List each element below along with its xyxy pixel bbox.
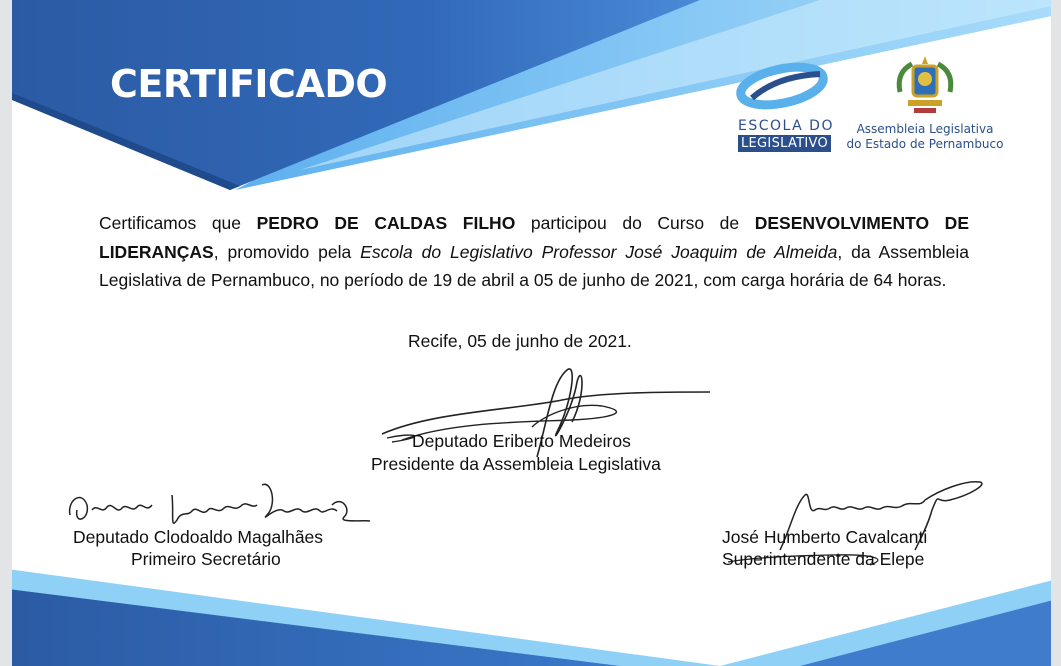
assembleia-logo-line2: do Estado de Pernambuco [846,137,1004,151]
body-text-3: , promovido pela [213,241,361,262]
signatory-2-name: Deputado Clodoaldo Magalhães [73,527,324,547]
school-name: Escola do Legislativo Professor José Joaquim de Almeida [360,241,838,262]
escola-swoosh-icon [732,58,832,118]
body-text-4: , da Assembleia Legislativa de Pernambuco, no período de 19 de abril a 05 de junho de 2021, com carga horária de 64 horas. [99,241,969,290]
signatory-3-name: José Humberto Cavalcanti [722,527,928,547]
coat-of-arms-icon [890,52,960,122]
participant-name: PEDRO DE CALDAS FILHO [256,213,516,233]
signatory-1-role: Presidente da Assembleia Legislativa [371,454,661,474]
page-edge-left [0,0,12,666]
legislativo-logo-text: LEGISLATIVO [738,135,831,152]
signatory-3-role: Superintendente da Elepe [722,549,925,569]
place-and-date: Recife, 05 de junho de 2021. [408,331,632,351]
page-edge-right [1051,0,1061,666]
escola-logo-text: ESCOLA DO [738,118,834,134]
assembleia-logo [845,52,1005,162]
certificate-title: CERTIFICADO [110,62,388,106]
certificate-body [99,209,969,295]
body-text-1: Certificamos que [99,213,257,233]
signatory-1-name: Deputado Eriberto Medeiros [412,431,631,451]
body-text-2: participou do Curso de [515,213,755,233]
escola-do-legislativo-logo [732,58,842,158]
assembleia-logo-line1: Assembleia Legislativa [856,122,994,136]
signatory-2-role: Primeiro Secretário [131,549,281,569]
course-name: DESENVOLVIMENTO DE LIDERANÇAS [99,213,969,262]
